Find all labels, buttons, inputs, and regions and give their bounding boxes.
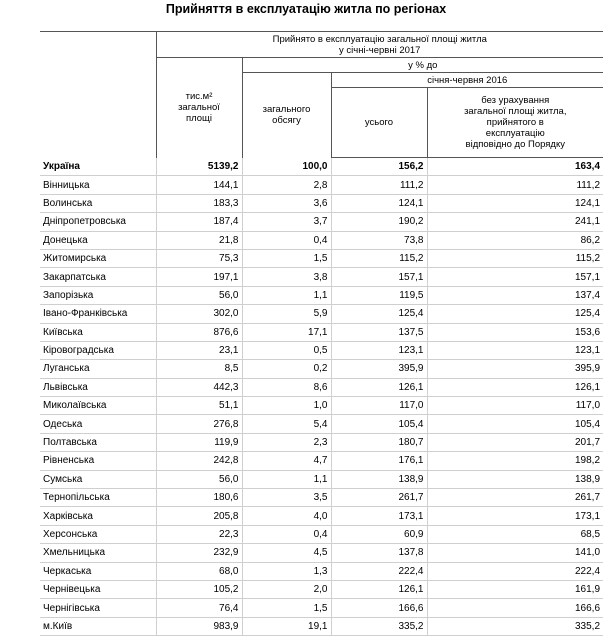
cell-excl: 126,1 bbox=[427, 378, 603, 396]
cell-share: 0,4 bbox=[242, 231, 331, 249]
cell-area: 876,6 bbox=[156, 323, 242, 341]
cell-all: 60,9 bbox=[331, 525, 427, 543]
table-row bbox=[40, 268, 603, 286]
table-row bbox=[40, 305, 603, 323]
percent-header: у % до bbox=[242, 58, 603, 73]
cell-area: 56,0 bbox=[156, 286, 242, 304]
cell-share: 0,2 bbox=[242, 360, 331, 378]
total-row bbox=[40, 158, 603, 176]
table-row bbox=[40, 525, 603, 543]
cell-area: 21,8 bbox=[156, 231, 242, 249]
cell-region: Кіровоградська bbox=[40, 341, 156, 359]
cell-region: Харківська bbox=[40, 507, 156, 525]
cell-share: 5,4 bbox=[242, 415, 331, 433]
cell-excl: 68,5 bbox=[427, 525, 603, 543]
cell-all: 123,1 bbox=[331, 341, 427, 359]
cell-share: 100,0 bbox=[242, 158, 331, 176]
table-row bbox=[40, 323, 603, 341]
cell-all: 115,2 bbox=[331, 249, 427, 267]
table-row bbox=[40, 397, 603, 415]
cell-region: Житомирська bbox=[40, 249, 156, 267]
cell-excl: 123,1 bbox=[427, 341, 603, 359]
table-row bbox=[40, 544, 603, 562]
table-row bbox=[40, 580, 603, 598]
cell-all: 166,6 bbox=[331, 599, 427, 617]
cell-all: 126,1 bbox=[331, 580, 427, 598]
cell-excl: 117,0 bbox=[427, 397, 603, 415]
cell-excl: 173,1 bbox=[427, 507, 603, 525]
cell-all: 124,1 bbox=[331, 194, 427, 212]
cell-excl: 198,2 bbox=[427, 452, 603, 470]
cell-area: 75,3 bbox=[156, 249, 242, 267]
cell-area: 68,0 bbox=[156, 562, 242, 580]
prev-period-header: січня-червня 2016 bbox=[331, 73, 603, 88]
table-row bbox=[40, 231, 603, 249]
cell-region: Львівська bbox=[40, 378, 156, 396]
cell-excl: 111,2 bbox=[427, 176, 603, 194]
table-row bbox=[40, 452, 603, 470]
cell-area: 22,3 bbox=[156, 525, 242, 543]
cell-all: 138,9 bbox=[331, 470, 427, 488]
cell-share: 1,5 bbox=[242, 599, 331, 617]
cell-area: 242,8 bbox=[156, 452, 242, 470]
cell-excl: 166,6 bbox=[427, 599, 603, 617]
cell-region: Луганська bbox=[40, 360, 156, 378]
cell-region: Сумська bbox=[40, 470, 156, 488]
cell-excl: 138,9 bbox=[427, 470, 603, 488]
cell-share: 3,7 bbox=[242, 213, 331, 231]
all-header: усього bbox=[331, 88, 427, 158]
cell-share: 5,9 bbox=[242, 305, 331, 323]
cell-region: Черкаська bbox=[40, 562, 156, 580]
cell-region: Україна bbox=[40, 158, 156, 176]
cell-region: Херсонська bbox=[40, 525, 156, 543]
cell-all: 222,4 bbox=[331, 562, 427, 580]
cell-region: Запорізька bbox=[40, 286, 156, 304]
cell-excl: 124,1 bbox=[427, 194, 603, 212]
cell-area: 76,4 bbox=[156, 599, 242, 617]
excl-header: без урахування загальної площі житла, прийнятого в експлуатацію відповідно до Порядку bbox=[427, 88, 603, 158]
cell-share: 3,6 bbox=[242, 194, 331, 212]
table-row bbox=[40, 599, 603, 617]
cell-share: 1,3 bbox=[242, 562, 331, 580]
cell-area: 983,9 bbox=[156, 617, 242, 635]
cell-area: 197,1 bbox=[156, 268, 242, 286]
cell-all: 173,1 bbox=[331, 507, 427, 525]
table-row bbox=[40, 378, 603, 396]
cell-share: 2,8 bbox=[242, 176, 331, 194]
table-row bbox=[40, 176, 603, 194]
cell-region: Полтавська bbox=[40, 433, 156, 451]
cell-excl: 105,4 bbox=[427, 415, 603, 433]
cell-all: 335,2 bbox=[331, 617, 427, 635]
table-row bbox=[40, 617, 603, 635]
cell-all: 119,5 bbox=[331, 286, 427, 304]
cell-all: 111,2 bbox=[331, 176, 427, 194]
cell-region: Хмельницька bbox=[40, 544, 156, 562]
cell-region: Вінницька bbox=[40, 176, 156, 194]
cell-all: 156,2 bbox=[331, 158, 427, 176]
cell-region: Тернопільська bbox=[40, 489, 156, 507]
cell-all: 190,2 bbox=[331, 213, 427, 231]
cell-area: 205,8 bbox=[156, 507, 242, 525]
cell-share: 3,5 bbox=[242, 489, 331, 507]
cell-area: 180,6 bbox=[156, 489, 242, 507]
cell-region: Рівненська bbox=[40, 452, 156, 470]
cell-excl: 125,4 bbox=[427, 305, 603, 323]
cell-all: 176,1 bbox=[331, 452, 427, 470]
cell-share: 4,7 bbox=[242, 452, 331, 470]
cell-excl: 161,9 bbox=[427, 580, 603, 598]
cell-area: 276,8 bbox=[156, 415, 242, 433]
cell-all: 73,8 bbox=[331, 231, 427, 249]
cell-all: 117,0 bbox=[331, 397, 427, 415]
cell-all: 126,1 bbox=[331, 378, 427, 396]
region-header-cell bbox=[40, 32, 156, 158]
cell-share: 1,0 bbox=[242, 397, 331, 415]
cell-all: 137,5 bbox=[331, 323, 427, 341]
table-row bbox=[40, 562, 603, 580]
table-row bbox=[40, 433, 603, 451]
cell-area: 23,1 bbox=[156, 341, 242, 359]
cell-excl: 157,1 bbox=[427, 268, 603, 286]
group-header: Прийнято в експлуатацію загальної площі житла у січні-червні 2017 bbox=[156, 32, 603, 58]
cell-all: 395,9 bbox=[331, 360, 427, 378]
cell-all: 137,8 bbox=[331, 544, 427, 562]
cell-all: 180,7 bbox=[331, 433, 427, 451]
cell-region: Миколаївська bbox=[40, 397, 156, 415]
cell-share: 4,0 bbox=[242, 507, 331, 525]
cell-area: 442,3 bbox=[156, 378, 242, 396]
cell-all: 105,4 bbox=[331, 415, 427, 433]
units-header: тис.м² загальної площі bbox=[156, 58, 242, 158]
page-title: Прийняття в експлуатацію житла по регіонах bbox=[165, 2, 447, 16]
cell-area: 51,1 bbox=[156, 397, 242, 415]
cell-region: м.Київ bbox=[40, 617, 156, 635]
cell-excl: 137,4 bbox=[427, 286, 603, 304]
table-row bbox=[40, 360, 603, 378]
share-header: загального обсягу bbox=[242, 73, 331, 158]
cell-share: 0,4 bbox=[242, 525, 331, 543]
cell-area: 187,4 bbox=[156, 213, 242, 231]
cell-share: 0,5 bbox=[242, 341, 331, 359]
cell-share: 3,8 bbox=[242, 268, 331, 286]
cell-share: 2,0 bbox=[242, 580, 331, 598]
cell-excl: 395,9 bbox=[427, 360, 603, 378]
cell-area: 119,9 bbox=[156, 433, 242, 451]
table-row bbox=[40, 213, 603, 231]
cell-share: 1,1 bbox=[242, 286, 331, 304]
cell-share: 4,5 bbox=[242, 544, 331, 562]
cell-share: 2,3 bbox=[242, 433, 331, 451]
cell-area: 302,0 bbox=[156, 305, 242, 323]
cell-excl: 115,2 bbox=[427, 249, 603, 267]
cell-region: Івано-Франківська bbox=[40, 305, 156, 323]
cell-all: 157,1 bbox=[331, 268, 427, 286]
cell-share: 1,1 bbox=[242, 470, 331, 488]
cell-excl: 241,1 bbox=[427, 213, 603, 231]
cell-excl: 163,4 bbox=[427, 158, 603, 176]
cell-excl: 141,0 bbox=[427, 544, 603, 562]
table-row bbox=[40, 507, 603, 525]
table-row bbox=[40, 286, 603, 304]
cell-region: Волинська bbox=[40, 194, 156, 212]
cell-area: 5139,2 bbox=[156, 158, 242, 176]
cell-region: Одеська bbox=[40, 415, 156, 433]
cell-area: 144,1 bbox=[156, 176, 242, 194]
cell-share: 1,5 bbox=[242, 249, 331, 267]
cell-share: 8,6 bbox=[242, 378, 331, 396]
table-row bbox=[40, 415, 603, 433]
cell-region: Закарпатська bbox=[40, 268, 156, 286]
housing-table bbox=[40, 31, 603, 636]
table-row bbox=[40, 489, 603, 507]
cell-all: 125,4 bbox=[331, 305, 427, 323]
cell-excl: 261,7 bbox=[427, 489, 603, 507]
cell-share: 17,1 bbox=[242, 323, 331, 341]
cell-area: 105,2 bbox=[156, 580, 242, 598]
cell-region: Чернігівська bbox=[40, 599, 156, 617]
cell-excl: 86,2 bbox=[427, 231, 603, 249]
table-row bbox=[40, 194, 603, 212]
cell-excl: 201,7 bbox=[427, 433, 603, 451]
cell-share: 19,1 bbox=[242, 617, 331, 635]
cell-area: 8,5 bbox=[156, 360, 242, 378]
table-row bbox=[40, 341, 603, 359]
cell-excl: 335,2 bbox=[427, 617, 603, 635]
cell-area: 232,9 bbox=[156, 544, 242, 562]
cell-all: 261,7 bbox=[331, 489, 427, 507]
cell-region: Чернівецька bbox=[40, 580, 156, 598]
cell-region: Донецька bbox=[40, 231, 156, 249]
cell-excl: 153,6 bbox=[427, 323, 603, 341]
cell-region: Київська bbox=[40, 323, 156, 341]
cell-area: 56,0 bbox=[156, 470, 242, 488]
cell-region: Дніпропетровська bbox=[40, 213, 156, 231]
table-row bbox=[40, 470, 603, 488]
cell-area: 183,3 bbox=[156, 194, 242, 212]
cell-excl: 222,4 bbox=[427, 562, 603, 580]
table-row bbox=[40, 249, 603, 267]
